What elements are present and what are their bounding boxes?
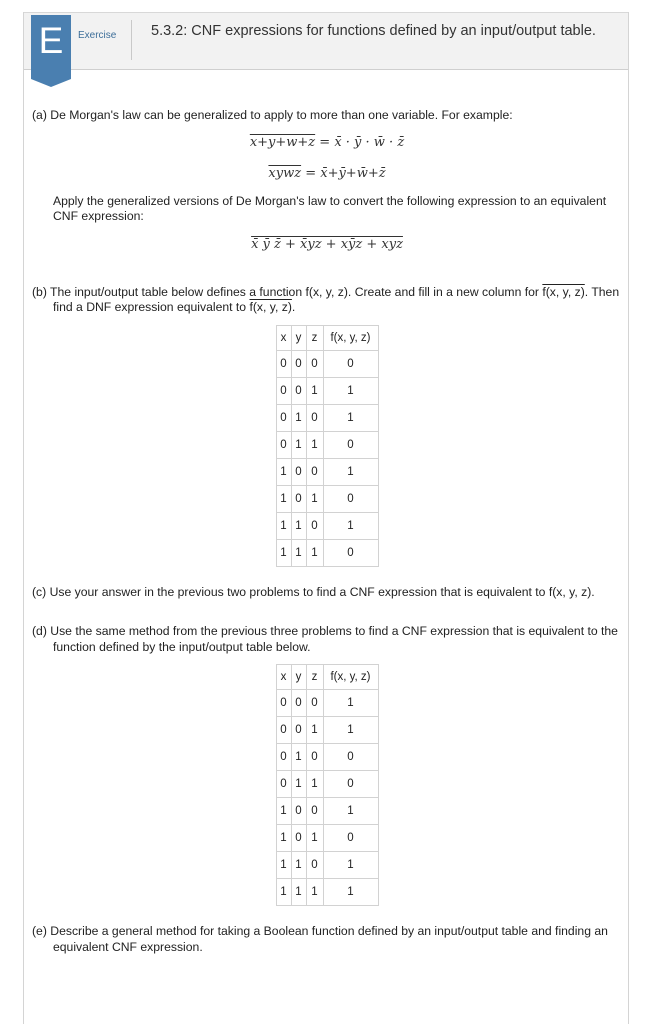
table-cell: 0 [306,512,323,539]
table-cell: 0 [323,431,378,458]
table-cell: 1 [306,879,323,906]
part-b-text [32,285,622,316]
table-row [276,744,378,771]
table-cell: 0 [291,350,306,377]
truth-table-1-wrap [32,325,622,567]
table-cell: 1 [291,404,306,431]
table-cell: 1 [306,539,323,566]
table-cell: 0 [276,377,291,404]
table-row [276,539,378,566]
exercise-content [32,108,622,955]
t1-header-f: f(x, y, z) [323,325,378,350]
table-cell: 1 [276,879,291,906]
exercise-label: Exercise [78,30,117,41]
table-cell: 1 [276,825,291,852]
table-cell: 1 [306,717,323,744]
exercise-header [24,12,628,70]
table-cell: 0 [306,798,323,825]
table-cell: 0 [291,458,306,485]
t2-header-x: x [276,665,291,690]
table-row [276,690,378,717]
table-cell: 0 [291,825,306,852]
table-cell: 0 [276,717,291,744]
table-row [276,852,378,879]
header-divider [131,20,132,60]
table-cell: 1 [276,798,291,825]
table-cell: 0 [276,431,291,458]
table-row [276,771,378,798]
table-cell: 1 [291,852,306,879]
table-cell: 0 [291,717,306,744]
table-cell: 1 [276,512,291,539]
table-cell: 1 [291,771,306,798]
table-cell: 1 [323,404,378,431]
demorgan-eq-1 [32,135,622,150]
table-cell: 1 [323,458,378,485]
table-cell: 1 [306,485,323,512]
eq2-rhs: = x̄+ȳ+w̄+z̄ [305,165,386,181]
truth-table-1 [276,325,379,567]
table-row [276,431,378,458]
table-row [276,825,378,852]
exercise-title: 5.3.2: CNF expressions for functions defined by an input/output table. [151,23,596,39]
table-cell: 0 [276,404,291,431]
table-cell: 1 [276,485,291,512]
table-cell: 1 [291,744,306,771]
t1-header-z: z [306,325,323,350]
t2-header-f: f(x, y, z) [323,665,378,690]
table-cell: 1 [276,539,291,566]
table-cell: 0 [323,485,378,512]
table-cell: 0 [306,852,323,879]
table-row [276,485,378,512]
eq1-rhs: = x̄ · ȳ · w̄ · z̄ [319,134,405,150]
table-cell: 0 [291,377,306,404]
table-cell: 0 [291,485,306,512]
table-cell: 1 [323,377,378,404]
demorgan-eq-2 [32,166,622,181]
exercise-card [23,12,629,1024]
truth-table-2 [276,664,379,906]
badge-letter: E [38,20,64,61]
t1-header-y: y [291,325,306,350]
truth-table-2-wrap [32,664,622,906]
part-a-expression [32,237,622,252]
expr-negated: x̄ ȳ z̄ + x̄yz + xȳz + xyz [251,236,403,252]
eq2-lhs: xywz [268,165,302,181]
table-row [276,350,378,377]
table-cell: 1 [323,512,378,539]
table-cell: 0 [306,350,323,377]
part-d-text: (d) Use the same method from the previous three problems to find a CNF expression that is equivalent to the function defined by the input/output table below. [32,624,618,654]
table-cell: 1 [306,377,323,404]
table-cell: 1 [323,798,378,825]
table-cell: 0 [276,744,291,771]
table-row [276,404,378,431]
table-cell: 0 [276,690,291,717]
t2-header-z: z [306,665,323,690]
table-cell: 0 [323,744,378,771]
table-row [276,879,378,906]
part-e-text: (e) Describe a general method for taking a Boolean function defined by an input/output table and finding an equivalent CNF expression. [32,924,608,954]
table-cell: 1 [323,879,378,906]
table-cell: 1 [323,717,378,744]
part-a-intro: (a) De Morgan's law can be generalized to apply to more than one variable. For example: [32,108,513,122]
table-cell: 1 [291,431,306,458]
table-cell: 0 [306,744,323,771]
part-a-instruction: Apply the generalized versions of De Morgan's law to convert the following expression to an equivalent CNF expression: [53,193,607,223]
table-cell: 1 [276,458,291,485]
table-row [276,512,378,539]
part-b-text-3: . [291,300,296,314]
table-cell: 1 [306,771,323,798]
table-row [276,377,378,404]
table-cell: 0 [323,771,378,798]
part-b-text-1: (b) The input/output table below defines a function f(x, y, z). Create and fill in a new column for [32,284,543,299]
table-row [276,458,378,485]
table-cell: 1 [306,431,323,458]
fbar-term-1: f(x, y, z) [542,284,585,299]
table-cell: 1 [306,825,323,852]
fbar-term-2: f(x, y, z) [249,300,292,314]
part-c-text: (c) Use your answer in the previous two problems to find a CNF expression that is equivalent to f(x, y, z). [32,584,595,599]
table-row [276,717,378,744]
table-cell: 0 [291,690,306,717]
table-cell: 1 [291,879,306,906]
table-cell: 0 [323,539,378,566]
eq1-lhs: x+y+w+z [249,134,316,150]
table-cell: 1 [291,539,306,566]
t1-header-x: x [276,325,291,350]
table-cell: 0 [323,825,378,852]
table-cell: 0 [276,771,291,798]
table-cell: 1 [323,852,378,879]
table-cell: 0 [306,404,323,431]
table-cell: 0 [323,350,378,377]
exercise-badge [31,15,71,87]
table-cell: 1 [291,512,306,539]
table-cell: 0 [291,798,306,825]
table-cell: 0 [306,690,323,717]
table-row [276,798,378,825]
t2-header-y: y [291,665,306,690]
table-cell: 1 [323,690,378,717]
table-cell: 0 [306,458,323,485]
table-cell: 0 [276,350,291,377]
part-b-text-2: . Then find a DNF expression equivalent to [53,284,620,314]
table-cell: 1 [276,852,291,879]
